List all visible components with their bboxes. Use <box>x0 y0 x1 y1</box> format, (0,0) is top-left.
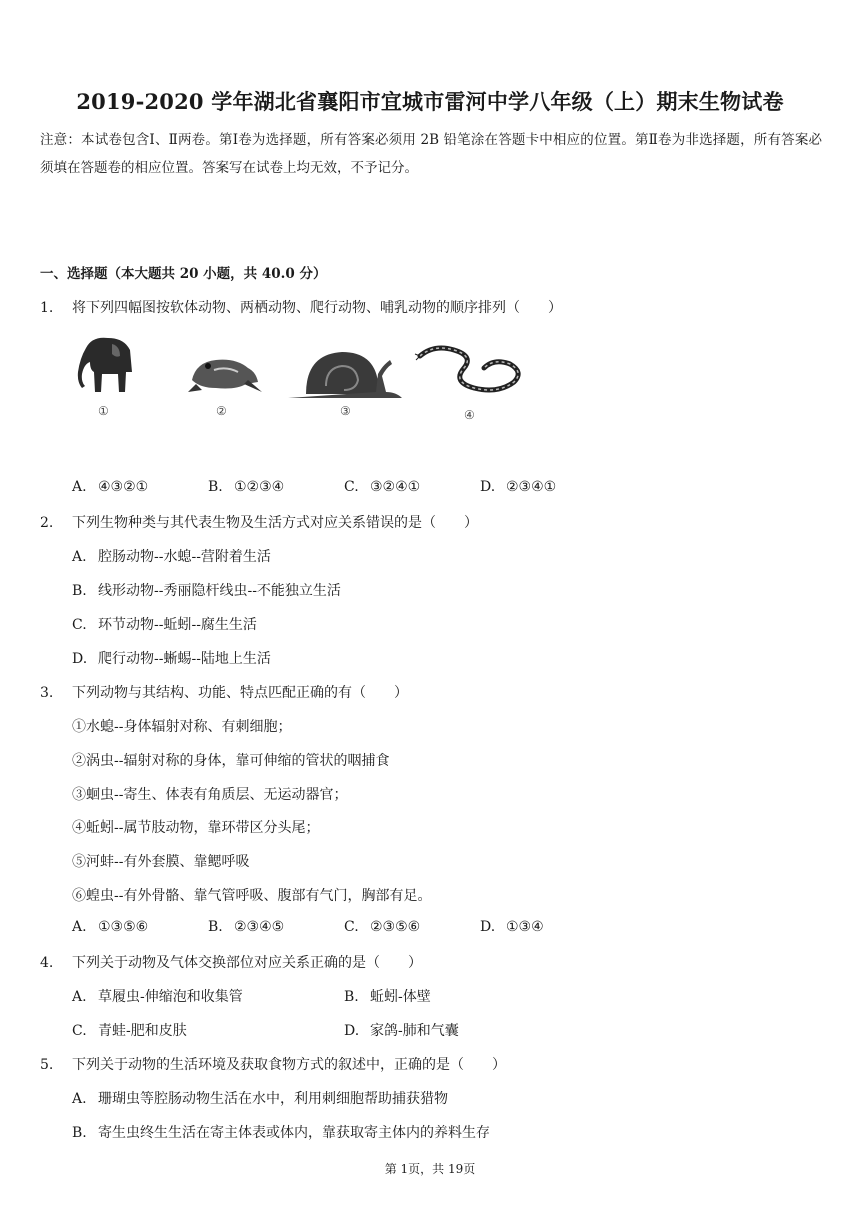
option-text: 家鸽-肺和气囊 <box>370 1023 459 1039</box>
figure-label-2: ② <box>216 404 227 418</box>
option-text: 线形动物--秀丽隐杆线虫--不能独立生活 <box>98 583 341 599</box>
q3-option-a[interactable] <box>72 919 148 935</box>
question-2 <box>40 512 478 532</box>
option-letter: D. <box>72 651 88 667</box>
option-text: ④③②① <box>98 479 149 495</box>
q2-option-d[interactable] <box>72 648 271 668</box>
page-title: 2019-2020 学年湖北省襄阳市宜城市雷河中学八年级（上）期末生物试卷 <box>76 89 784 114</box>
option-letter: C. <box>344 479 359 495</box>
option-letter: B. <box>208 479 223 495</box>
q4-option-c[interactable] <box>72 1020 187 1040</box>
q1-option-a[interactable] <box>72 479 148 495</box>
question-3 <box>40 682 408 702</box>
option-text: ②③④⑤ <box>234 919 285 935</box>
question-number: 4. <box>40 955 54 971</box>
figure-label-1: ① <box>98 404 109 418</box>
option-letter: A. <box>72 919 87 935</box>
q2-option-a[interactable] <box>72 546 271 566</box>
option-text: 青蛙-肥和皮肤 <box>98 1023 187 1039</box>
option-letter: D. <box>480 919 496 935</box>
figure-label-4: ④ <box>464 408 475 422</box>
snake-icon <box>414 342 530 404</box>
option-letter: C. <box>344 919 359 935</box>
question-number: 5. <box>40 1057 54 1073</box>
statement-line: ⑤河蚌--有外套膜、靠鳃呼吸 <box>72 854 250 870</box>
option-letter: B. <box>72 1125 87 1141</box>
q3-option-d[interactable] <box>480 919 544 935</box>
statement-line: ③蛔虫--寄生、体表有角质层、无运动器官； <box>72 787 348 803</box>
figure-label-3: ③ <box>340 404 351 418</box>
option-text: 蚯蚓-体壁 <box>370 989 431 1005</box>
q5-option-a[interactable] <box>72 1088 448 1108</box>
option-text: 草履虫-伸缩泡和收集管 <box>98 989 243 1005</box>
option-letter: A. <box>72 1091 87 1107</box>
question-stem: 下列关于动物及气体交换部位对应关系正确的是（ ） <box>72 955 422 971</box>
q4-option-d[interactable] <box>344 1020 459 1040</box>
q2-option-c[interactable] <box>72 614 257 634</box>
frog-icon <box>186 350 266 396</box>
question-stem: 下列动物与其结构、功能、特点匹配正确的有（ ） <box>72 685 408 701</box>
option-text: 腔肠动物--水螅--营附着生活 <box>98 549 271 565</box>
q4-option-b[interactable] <box>344 986 431 1006</box>
question-stem: 下列生物种类与其代表生物及生活方式对应关系错误的是（ ） <box>72 515 478 531</box>
q1-option-c[interactable] <box>344 479 420 495</box>
section-heading: 一、选择题（本大题共 20 小题，共 40.0 分） <box>40 266 327 282</box>
option-text: ③②④① <box>370 479 421 495</box>
option-letter: A. <box>72 549 87 565</box>
option-text: 寄生虫终生生活在寄主体表或体内，靠获取寄主体内的养料生存 <box>98 1125 490 1141</box>
q2-option-b[interactable] <box>72 580 341 600</box>
exam-notice: 注意：本试卷包含Ⅰ、Ⅱ两卷。第Ⅰ卷为选择题，所有答案必须用 2B 铅笔涂在答题卡中相应的位置。第Ⅱ卷为非选择题，所有答案必须填在答题卷的相应位置。答案写在试卷上均无效，不予记分。 <box>40 132 822 176</box>
question-number: 2. <box>40 515 54 531</box>
statement-line: ②涡虫--辐射对称的身体，靠可伸缩的管状的咽捕食 <box>72 753 390 769</box>
option-text: ①②③④ <box>234 479 285 495</box>
option-letter: B. <box>72 583 87 599</box>
snail-icon <box>286 346 408 402</box>
option-letter: B. <box>208 919 223 935</box>
option-letter: C. <box>72 617 87 633</box>
q4-option-a[interactable] <box>72 986 243 1006</box>
option-text: ②③⑤⑥ <box>370 919 421 935</box>
option-letter: D. <box>344 1023 360 1039</box>
q3-option-c[interactable] <box>344 919 420 935</box>
question-1 <box>40 297 562 317</box>
option-letter: A. <box>72 989 87 1005</box>
option-text: 环节动物--蚯蚓--腐生生活 <box>98 617 257 633</box>
option-text: 珊瑚虫等腔肠动物生活在水中，利用刺细胞帮助捕获猎物 <box>98 1091 448 1107</box>
question-number: 1. <box>40 300 54 316</box>
option-letter: A. <box>72 479 87 495</box>
option-letter: D. <box>480 479 496 495</box>
q1-option-b[interactable] <box>208 479 284 495</box>
q1-option-d[interactable] <box>480 479 556 495</box>
question-number: 3. <box>40 685 54 701</box>
statement-line: ⑥蝗虫--有外骨骼、靠气管呼吸、腹部有气门，胸部有足。 <box>72 888 432 904</box>
option-letter: B. <box>344 989 359 1005</box>
option-letter: C. <box>72 1023 87 1039</box>
option-text: ②③④① <box>506 479 557 495</box>
question-stem: 下列关于动物的生活环境及获取食物方式的叙述中，正确的是（ ） <box>72 1057 506 1073</box>
statement-line: ①水螅--身体辐射对称、有刺细胞； <box>72 719 292 735</box>
option-text: 爬行动物--蜥蜴--陆地上生活 <box>98 651 271 667</box>
question-5 <box>40 1054 506 1074</box>
statement-line: ④蚯蚓--属节肢动物，靠环带区分头尾； <box>72 820 320 836</box>
q3-option-b[interactable] <box>208 919 284 935</box>
option-text: ①③④ <box>506 919 544 935</box>
question-stem: 将下列四幅图按软体动物、两栖动物、爬行动物、哺乳动物的顺序排列（ ） <box>72 300 562 316</box>
page-footer: 第 1页，共 19页 <box>384 1162 476 1176</box>
elephant-icon <box>72 330 144 400</box>
option-text: ①③⑤⑥ <box>98 919 149 935</box>
question-4 <box>40 952 422 972</box>
q5-option-b[interactable] <box>72 1122 490 1142</box>
